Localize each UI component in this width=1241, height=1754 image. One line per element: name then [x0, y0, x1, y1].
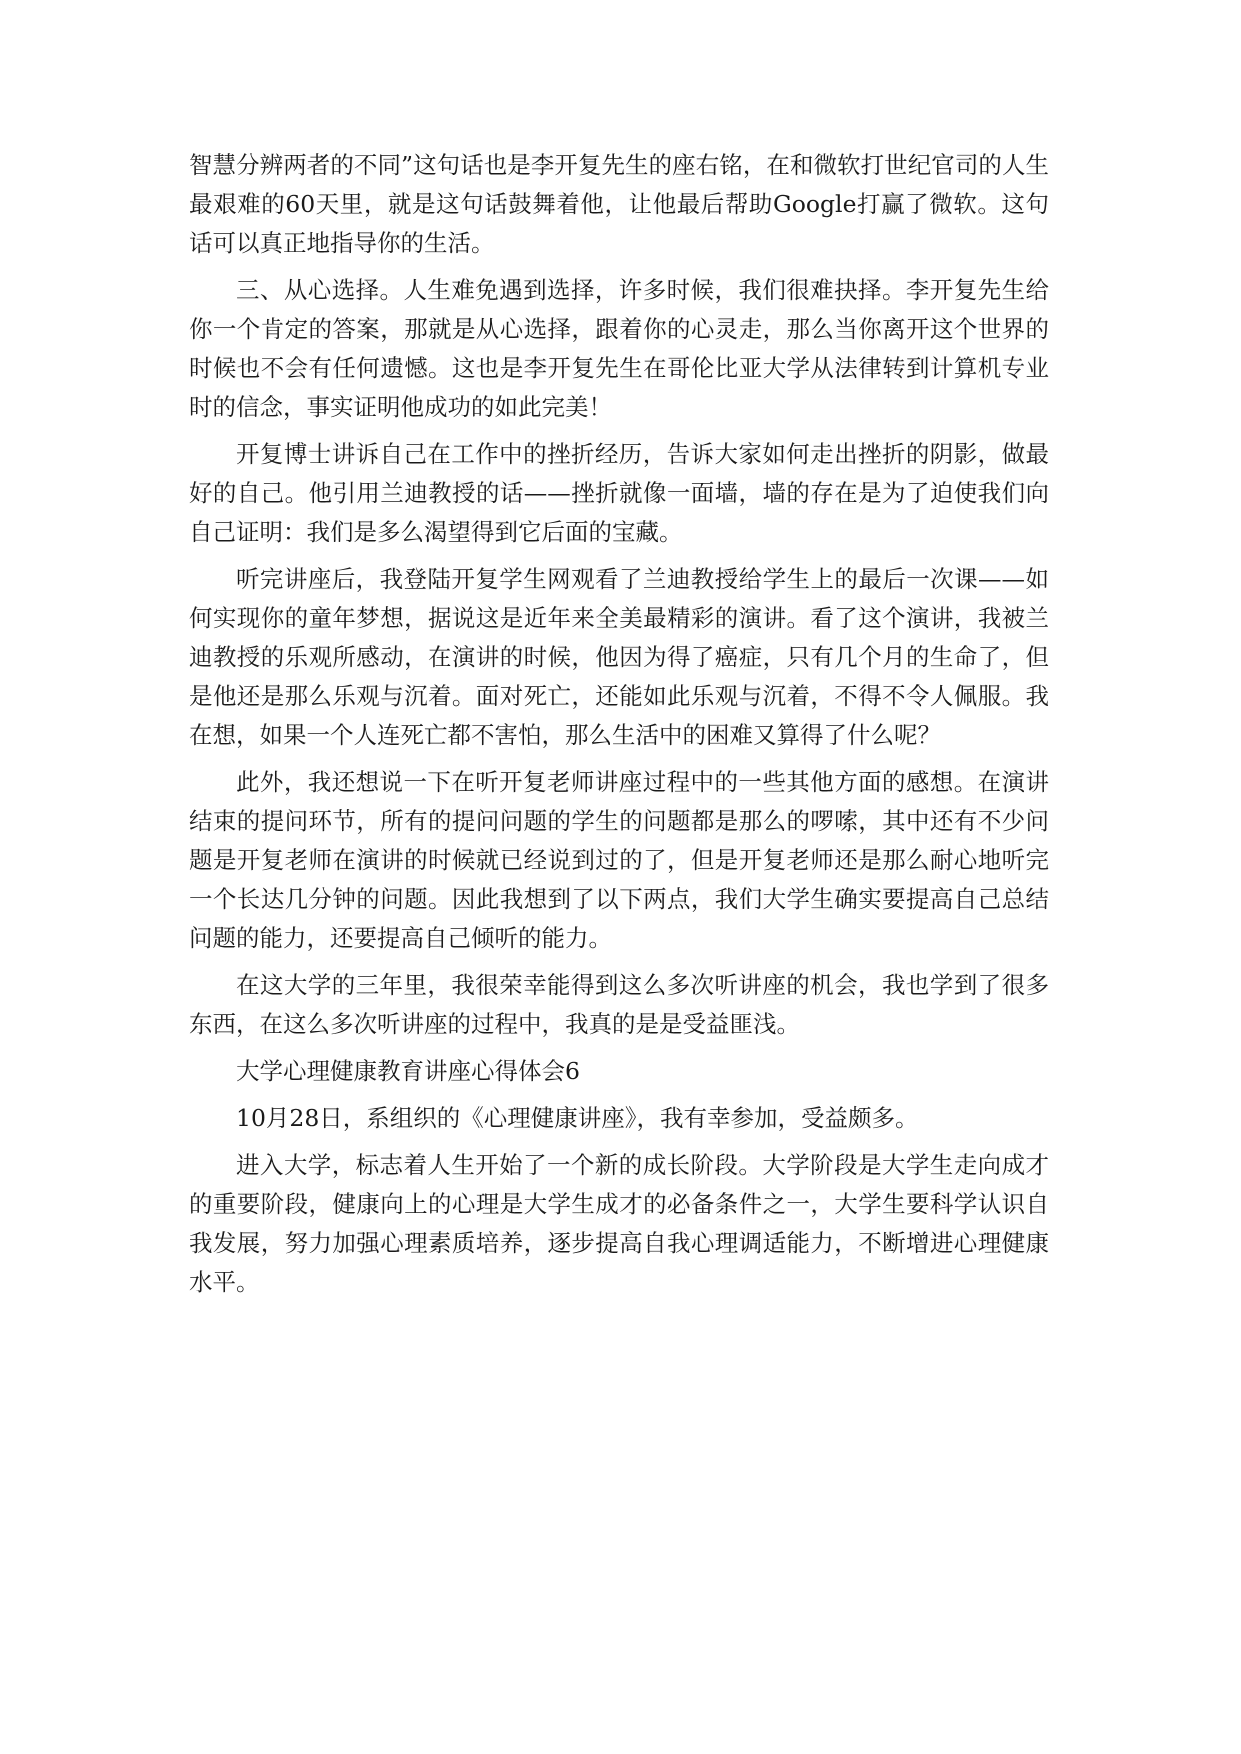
paragraph-5: 此外，我还想说一下在听开复老师讲座过程中的一些其他方面的感想。在演讲结束的提问环节，所有的提问问题的学生的问题都是那么的啰嗦，其中还有不少问题是开复老师在演讲的时候就已经说到过的了，但是开复老师还是那么耐心地听完一个长达几分钟的问题。因此我想到了以下两点，我们大学生确实要提高自己总结问题的能力，还要提高自己倾听的能力。	[189, 768, 1049, 952]
paragraph-6: 在这大学的三年里，我很荣幸能得到这么多次听讲座的机会，我也学到了很多东西，在这么多次听讲座的过程中，我真的是是受益匪浅。	[189, 971, 1049, 1038]
paragraph-1: 智慧分辨两者的不同”这句话也是李开复先生的座右铭，在和微软打世纪官司的人生最艰难的60天里，就是这句话鼓舞着他，让他最后帮助Google打赢了微软。这句话可以真正地指导你的生活。	[189, 151, 1049, 257]
document-body	[189, 146, 1049, 1310]
paragraph-4: 听完讲座后，我登陆开复学生网观看了兰迪教授给学生上的最后一次课——如何实现你的童年梦想，据说这是近年来全美最精彩的演讲。看了这个演讲，我被兰迪教授的乐观所感动，在演讲的时候，他因为得了癌症，只有几个月的生命了，但是他还是那么乐观与沉着。面对死亡，还能如此乐观与沉着，不得不令人佩服。我在想，如果一个人连死亡都不害怕，那么生活中的困难又算得了什么呢？	[189, 565, 1049, 749]
paragraph-8: 进入大学，标志着人生开始了一个新的成长阶段。大学阶段是大学生走向成才的重要阶段，健康向上的心理是大学生成才的必备条件之一，大学生要科学认识自我发展，努力加强心理素质培养，逐步提高自我心理调适能力，不断增进心理健康水平。	[189, 1151, 1049, 1296]
section-heading: 大学心理健康教育讲座心得体会6	[236, 1057, 580, 1085]
paragraph-2: 三、从心选择。人生难免遇到选择，许多时候，我们很难抉择。李开复先生给你一个肯定的答案，那就是从心选择，跟着你的心灵走，那么当你离开这个世界的时候也不会有任何遗憾。这也是李开复先生在哥伦比亚大学从法律转到计算机专业时的信念，事实证明他成功的如此完美！	[189, 276, 1049, 421]
paragraph-3: 开复博士讲诉自己在工作中的挫折经历，告诉大家如何走出挫折的阴影，做最好的自己。他引用兰迪教授的话——挫折就像一面墙，墙的存在是为了迫使我们向自己证明：我们是多么渴望得到它后面的宝藏。	[189, 440, 1049, 546]
paragraph-7: 10月28日，系组织的《心理健康讲座》，我有幸参加，受益颇多。	[236, 1104, 919, 1132]
